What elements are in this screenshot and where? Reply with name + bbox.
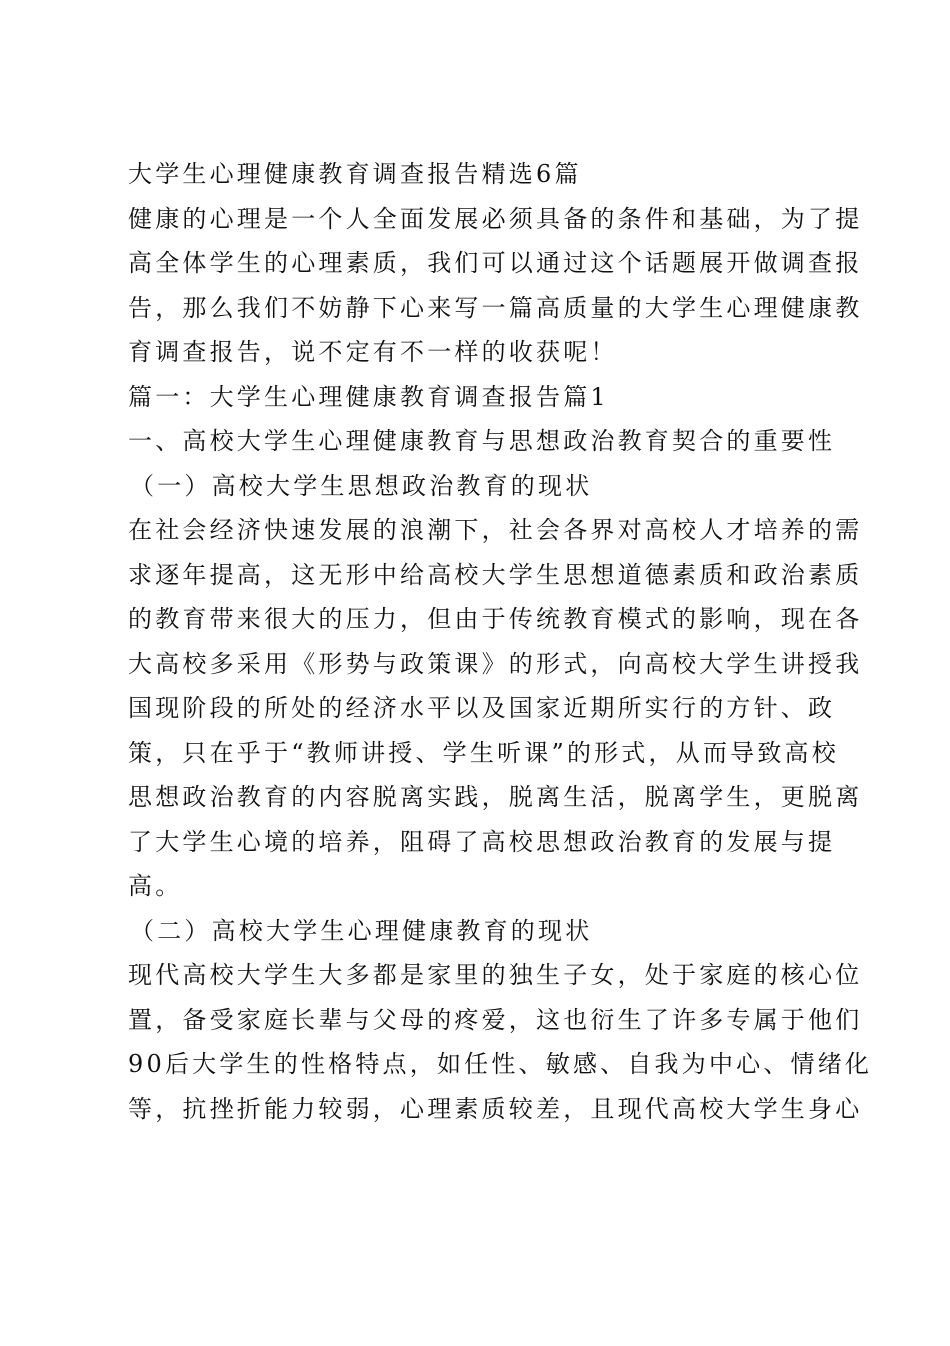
paragraph-line: 现代高校大学生大多都是家里的独生子女，处于家庭的核心位 <box>128 961 863 989</box>
paragraph-line: 等，抗挫折能力较弱，心理素质较差，且现代高校大学生身心 <box>128 1094 863 1123</box>
paragraph-line: 的教育带来很大的压力，但由于传统教育模式的影响，现在各 <box>128 605 863 633</box>
chapter-heading: 篇一：大学生心理健康教育调查报告篇1 <box>128 382 609 411</box>
paragraph-line: 在社会经济快速发展的浪潮下，社会各界对高校人才培养的需 <box>128 516 863 544</box>
subsection-heading: （一）高校大学生思想政治教育的现状 <box>130 471 593 500</box>
section-heading: 一、高校大学生心理健康教育与思想政治教育契合的重要性 <box>128 427 836 455</box>
intro-line: 健康的心理是一个人全面发展必须具备的条件和基础，为了提 <box>128 204 863 233</box>
subsection-heading: （二）高校大学生心理健康教育的现状 <box>130 916 593 945</box>
paragraph-line: 国现阶段的所处的经济水平以及国家近期所实行的方针、政 <box>128 694 836 722</box>
paragraph-line: 求逐年提高，这无形中给高校大学生思想道德素质和政治素质 <box>128 560 863 589</box>
paragraph-line: 高。 <box>128 872 183 900</box>
paragraph-line: 置，备受家庭长辈与父母的疼爱，这也衍生了许多专属于他们 <box>128 1005 863 1034</box>
document-body <box>128 152 873 1131</box>
paragraph-line: 策，只在乎于“教师讲授、学生听课”的形式，从而导致高校 <box>128 738 839 767</box>
intro-line: 告，那么我们不妨静下心来写一篇高质量的大学生心理健康教 <box>128 293 863 322</box>
intro-line: 高全体学生的心理素质，我们可以通过这个话题展开做调查报 <box>128 249 863 277</box>
intro-line: 育调查报告，说不定有不一样的收获呢！ <box>128 338 618 366</box>
paragraph-line: 了大学生心境的培养，阻碍了高校思想政治教育的发展与提 <box>128 827 836 856</box>
paragraph-line: 大高校多采用《形势与政策课》的形式，向高校大学生讲授我 <box>128 649 863 678</box>
document-title: 大学生心理健康教育调查报告精选6篇 <box>128 160 582 188</box>
paragraph-line: 思想政治教育的内容脱离实践，脱离生活，脱离学生，更脱离 <box>128 783 863 811</box>
paragraph-line: 90后大学生的性格特点，如任性、敏感、自我为中心、情绪化 <box>128 1050 873 1078</box>
